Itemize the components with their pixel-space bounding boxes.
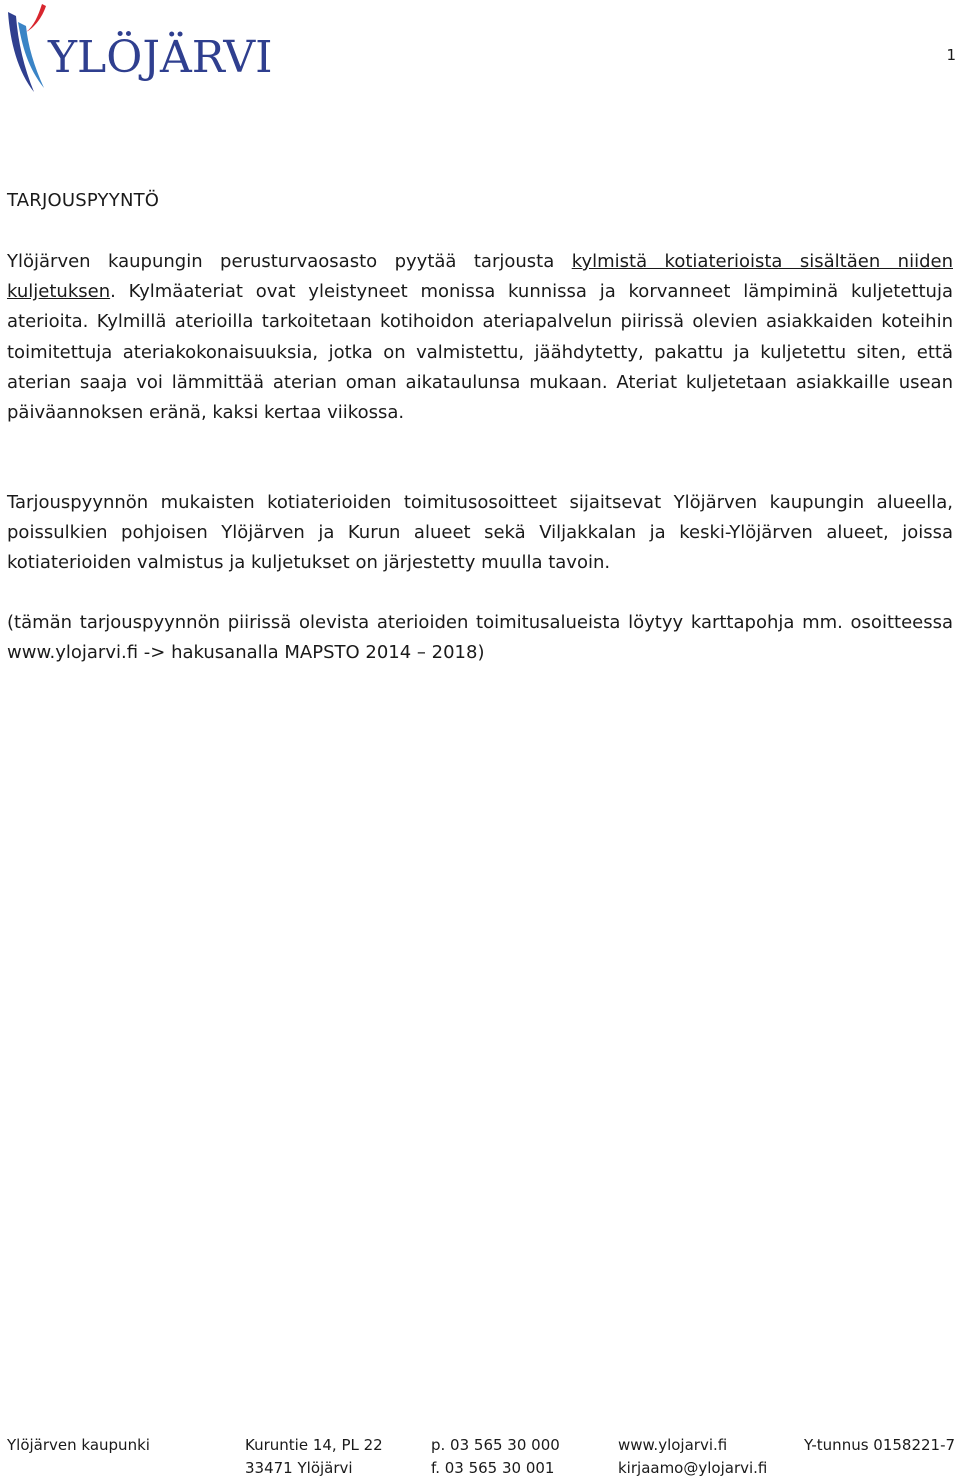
ylojarvi-logo [4, 2, 273, 98]
paragraph-map-note: (tämän tarjouspyynnön piirissä olevista aterioiden toimitusalueista löytyy karttapohja mm. osoitteessa www.ylojarvi.fi -> hakusanalla MAPSTO 2014 – 2018) [7, 612, 953, 664]
intro-underlined: kylmistä kotiaterioista sisältäen niiden kuljetuksen [7, 251, 953, 303]
paragraph-delivery-area: Tarjouspyynnön mukaisten kotiaterioiden toimitusosoitteet sijaitsevat Ylöjärven kaupungin alueella, poissulkien pohjoisen Ylöjärven ja Kurun alueet sekä Viljakkalan ja keski-Ylöjärven alueet, joissa kotiaterioiden valmistus ja kuljetukset on järjestetty muulla tavoin. [7, 492, 953, 574]
document-title: TARJOUSPYYNTÖ [7, 190, 160, 211]
paragraph-intro [7, 247, 953, 428]
logo-wordmark: YLÖJÄRVI [48, 32, 273, 83]
footer-web-link[interactable]: www.ylojarvi.fi [618, 1436, 728, 1454]
page-number: 1 [946, 46, 956, 64]
footer-business-id: Y-tunnus 0158221-7 [804, 1436, 956, 1454]
intro-lead: Ylöjärven kaupungin perusturvaosasto pyytää tarjousta [7, 251, 572, 272]
footer-address-line2: 33471 Ylöjärvi [245, 1459, 353, 1477]
footer-address-line1: Kuruntie 14, PL 22 [245, 1436, 383, 1454]
page-footer [7, 1434, 954, 1479]
footer-phone: p. 03 565 30 000 [431, 1436, 560, 1454]
footer-org: Ylöjärven kaupunki [7, 1436, 150, 1454]
intro-rest: . Kylmäateriat ovat yleistyneet monissa kunnissa ja korvanneet lämpiminä kuljetettuja aterioita. Kylmillä aterioilla tarkoitetaan kotihoidon ateriapalvelun piirissä olevien asiakkaiden koteihin toimitettuja ateriakokonaisuuksia, jotka on valmistettu, jäähdytetty, pakattu ja kuljetettu siten, että aterian saaja voi lämmittää aterian oman aikataulunsa mukaan. Ateriat kuljetetaan asiakkaille usean päiväannoksen eränä, kaksi kertaa viikossa. [7, 281, 953, 424]
footer-fax: f. 03 565 30 001 [431, 1459, 555, 1477]
footer-email-link[interactable]: kirjaamo@ylojarvi.fi [618, 1459, 768, 1477]
